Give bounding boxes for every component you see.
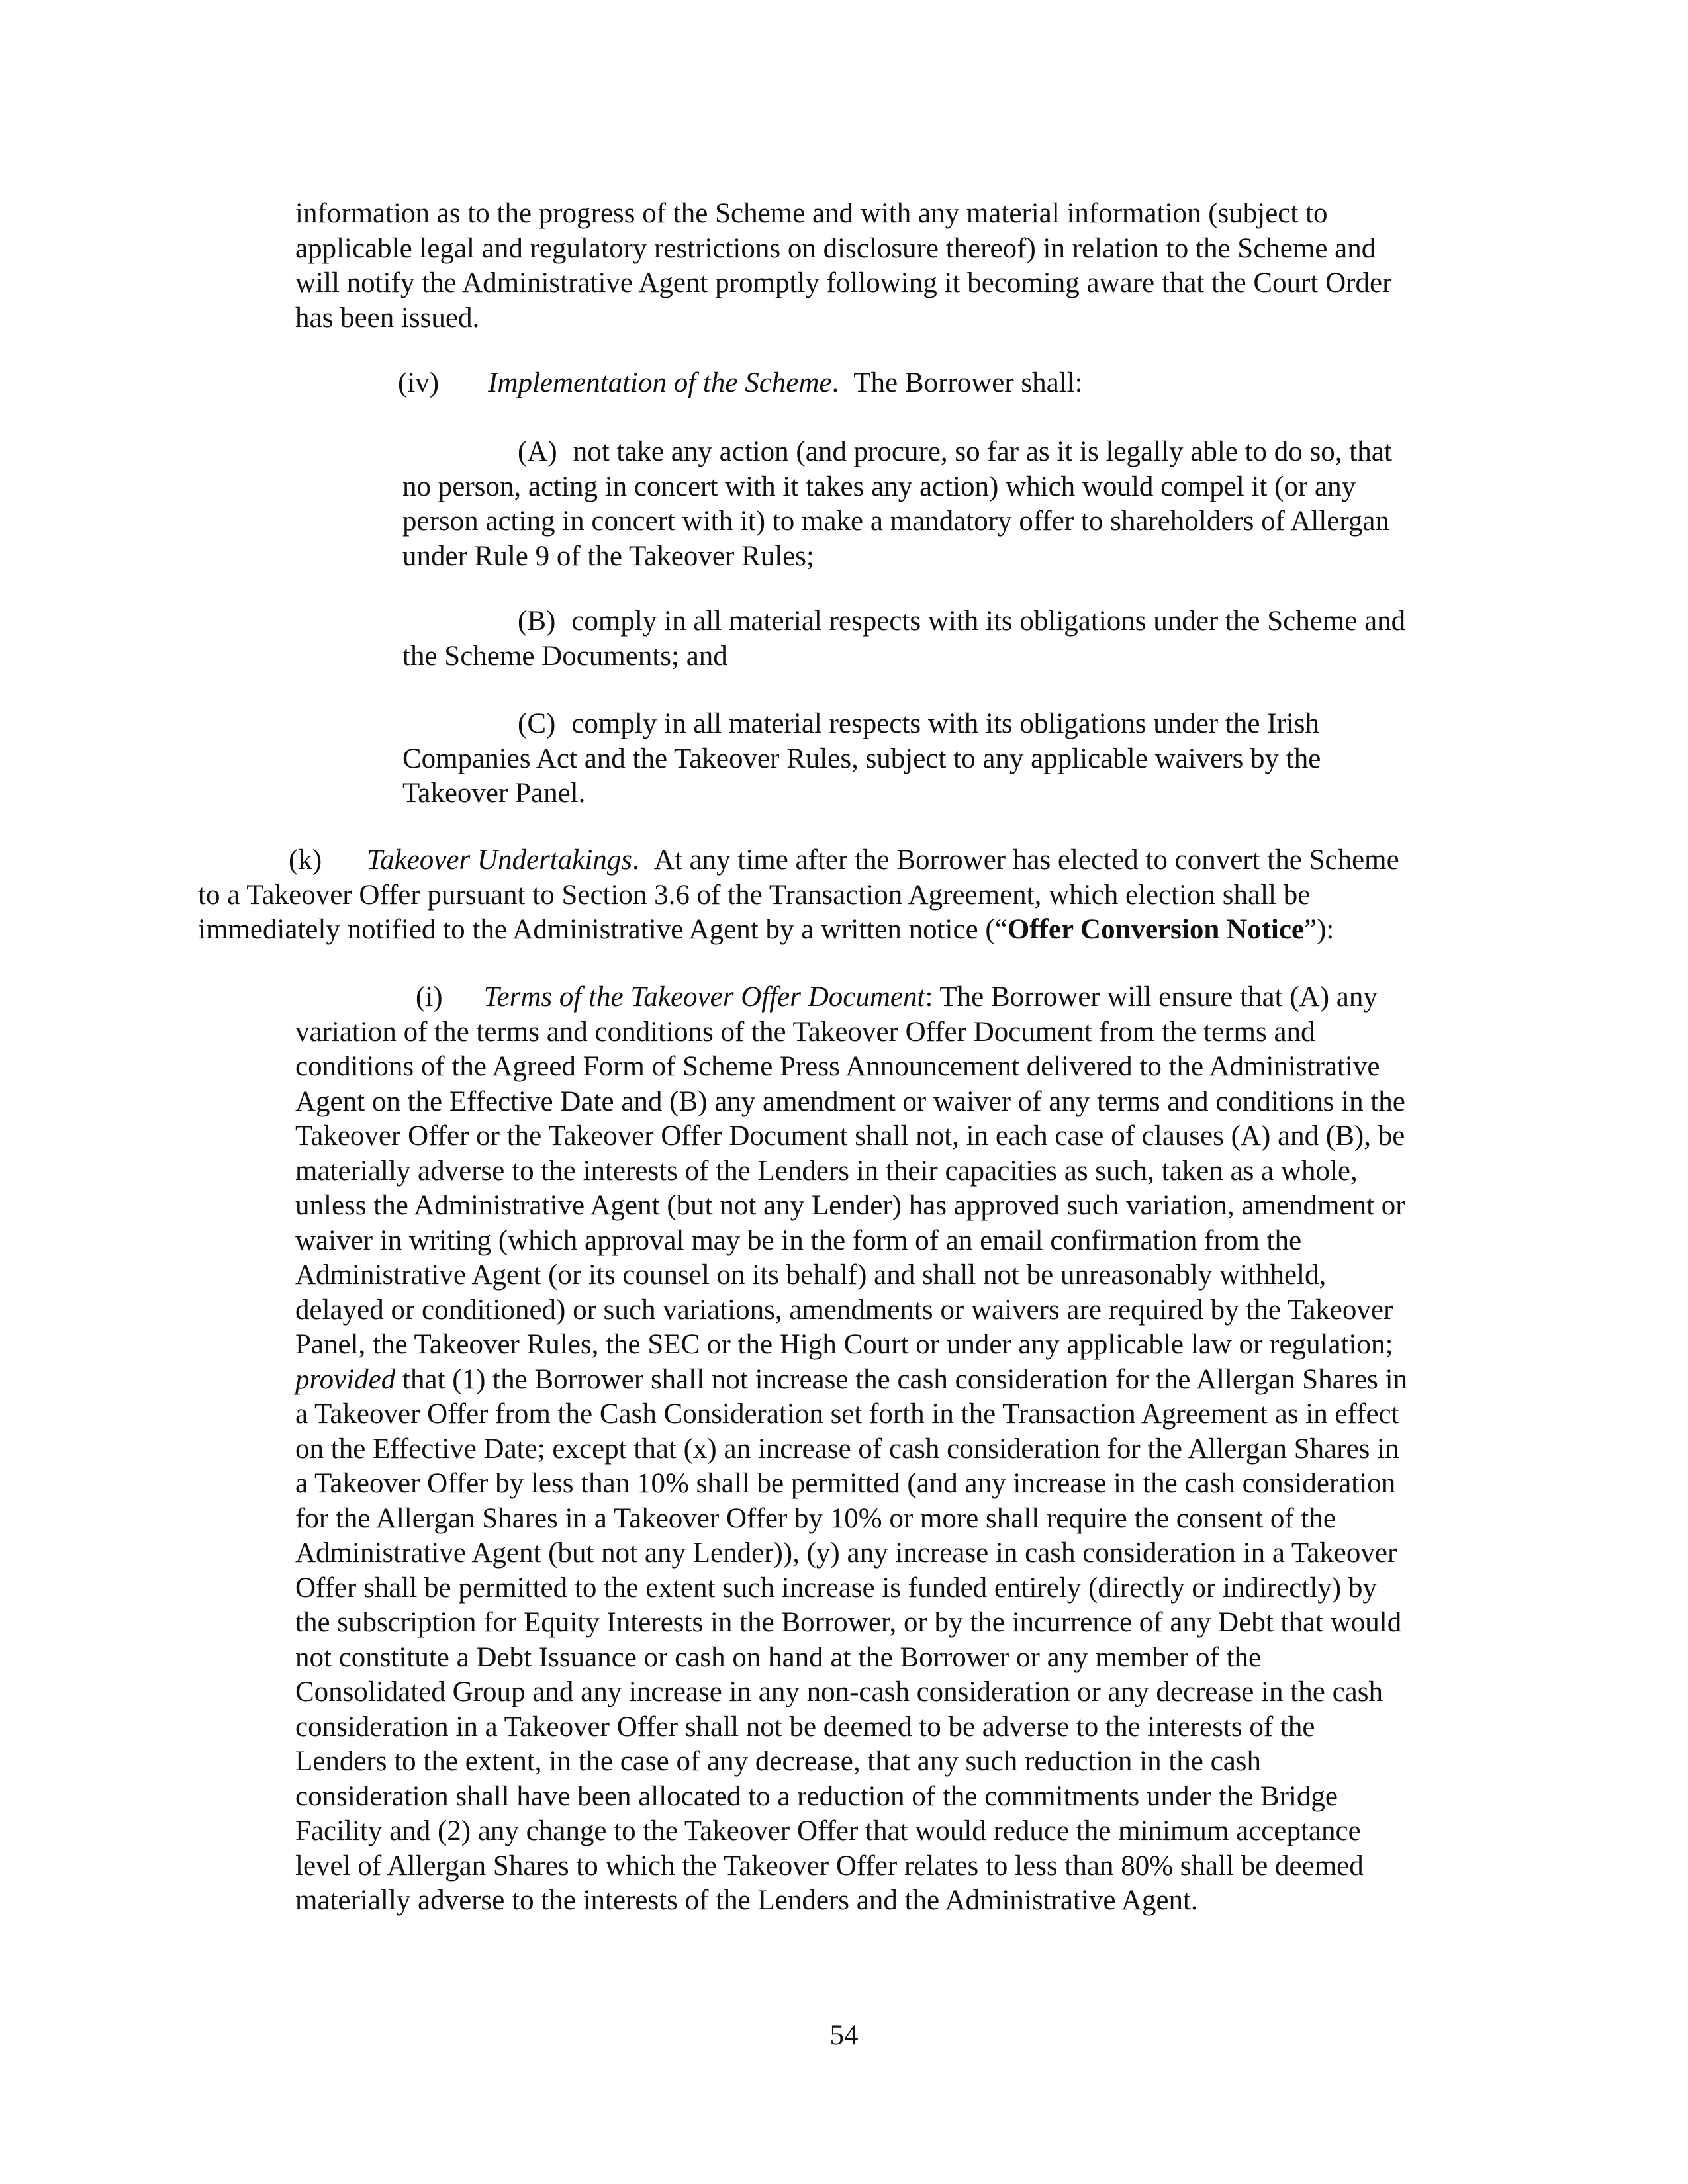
text-line: under Rule 9 of the Takeover Rules;	[402, 540, 814, 572]
intro-paragraph	[295, 197, 1391, 336]
text-segment: : The Borrower will ensure that (A) any	[925, 981, 1378, 1013]
text-line: person acting in concert with it) to make a mandatory offer to shareholders of Allergan	[402, 506, 1389, 537]
text-line: Administrative Agent (but not any Lender)), (y) any increase in cash consideration in a Takeover	[295, 1537, 1397, 1569]
section-k-heading-punct: .	[632, 844, 639, 876]
text-line: Agent on the Effective Date and (B) any amendment or waiver of any terms and conditions in the	[295, 1085, 1405, 1117]
section-k-first-line	[198, 843, 1399, 878]
clause-b	[402, 604, 1405, 674]
section-i-first-line	[295, 980, 1407, 1015]
section-k-third-line	[198, 913, 1399, 948]
section-k-heading: Takeover Undertakings	[367, 844, 633, 876]
text-line: Lenders to the extent, in the case of any decrease, that any such reduction in the cash	[295, 1746, 1262, 1777]
text-line: delayed or conditioned) or such variations, amendments or waivers are required by the Takeover	[295, 1294, 1393, 1326]
text-line: level of Allergan Shares to which the Takeover Offer relates to less than 80% shall be deemed	[295, 1850, 1364, 1882]
text-line: no person, acting in concert with it takes any action) which would compel it (or any	[402, 471, 1356, 502]
text-line: Takeover Offer or the Takeover Offer Document shall not, in each case of clauses (A) and (B), be	[295, 1120, 1405, 1152]
clause-b-first-line	[402, 604, 1405, 639]
section-i-label: (i)	[416, 981, 443, 1013]
text-line: At any time after the Borrower has elected to convert the Scheme	[653, 844, 1399, 876]
section-k-label: (k)	[289, 844, 322, 876]
text-line: materially adverse to the interests of the Lenders in their capacities as such, taken as a whole,	[295, 1155, 1358, 1187]
defined-term: Offer Conversion Notice	[1007, 914, 1305, 945]
text-line: Offer shall be permitted to the extent such increase is funded entirely (directly or indirectly) by	[295, 1572, 1377, 1604]
text-line: on the Effective Date; except that (x) an increase of cash consideration for the Allergan Shares in	[295, 1433, 1399, 1465]
text-line: to a Takeover Offer pursuant to Section 3.6 of the Transaction Agreement, which election shall be	[198, 879, 1311, 911]
text-line: unless the Administrative Agent (but not any Lender) has approved such variation, amendment or	[295, 1190, 1405, 1221]
clause-a-label: (A)	[518, 436, 557, 467]
section-k	[198, 843, 1399, 948]
section-iv-heading: Implementation of the Scheme	[488, 367, 832, 398]
text-line: a Takeover Offer from the Cash Consideration set forth in the Transaction Agreement as in effect	[295, 1398, 1399, 1430]
clause-b-label: (B)	[518, 606, 556, 637]
text-line: consideration in a Takeover Offer shall not be deemed to be adverse to the interests of the	[295, 1711, 1315, 1743]
provided-line	[295, 1363, 1407, 1398]
text-line: has been issued.	[295, 302, 480, 334]
text-line: conditions of the Agreed Form of Scheme Press Announcement delivered to the Administrative	[295, 1051, 1380, 1082]
text-line: information as to the progress of the Scheme and with any material information (subject to	[295, 198, 1328, 229]
text-segment: immediately notified to the Administrative Agent by a written notice (“	[198, 914, 1008, 945]
clause-a-first-line	[402, 435, 1392, 470]
clause-a	[402, 435, 1392, 574]
text-line: Administrative Agent (or its counsel on its behalf) and shall not be unreasonably withheld,	[295, 1259, 1327, 1291]
section-iv-label: (iv)	[398, 367, 440, 398]
page-number: 54	[829, 2020, 859, 2051]
section-iv-heading-punct: .	[831, 367, 839, 398]
section-iv	[398, 366, 1083, 401]
section-i	[295, 980, 1407, 1919]
text-segment: that (1) the Borrower shall not increase the cash consideration for the Allergan Shares in	[395, 1363, 1408, 1395]
text-line: Panel, the Takeover Rules, the SEC or the High Court or under any applicable law or regulation;	[295, 1329, 1393, 1360]
section-iv-line	[398, 366, 1083, 401]
text-line: will notify the Administrative Agent promptly following it becoming aware that the Court Order	[295, 267, 1392, 298]
text-line: variation of the terms and conditions of the Takeover Offer Document from the terms and	[295, 1016, 1315, 1048]
section-i-heading: Terms of the Takeover Offer Document	[483, 981, 925, 1013]
text-line: applicable legal and regulatory restrictions on disclosure thereof) in relation to the Scheme and	[295, 232, 1376, 264]
text-line: Companies Act and the Takeover Rules, subject to any applicable waivers by the	[402, 743, 1321, 774]
text-line: Takeover Panel.	[402, 778, 586, 809]
text-line: comply in all material respects with its obligations under the Scheme and	[571, 606, 1406, 637]
text-segment: ”):	[1304, 914, 1335, 945]
text-line: Facility and (2) any change to the Takeover Offer that would reduce the minimum acceptance	[295, 1815, 1361, 1846]
text-line: comply in all material respects with its obligations under the Irish	[571, 708, 1320, 739]
text-line: not constitute a Debt Issuance or cash on hand at the Borrower or any member of the	[295, 1641, 1262, 1673]
text-line: the Scheme Documents; and	[402, 640, 727, 672]
clause-c	[402, 707, 1321, 811]
clause-c-label: (C)	[518, 708, 556, 739]
clause-c-first-line	[402, 707, 1321, 742]
text-line: consideration shall have been allocated to a reduction of the commitments under the Bridge	[295, 1780, 1338, 1812]
section-iv-text: The Borrower shall:	[853, 367, 1083, 398]
text-line: not take any action (and procure, so far as it is legally able to do so, that	[573, 436, 1392, 467]
text-line: waiver in writing (which approval may be in the form of an email confirmation from the	[295, 1224, 1302, 1256]
text-line: the subscription for Equity Interests in the Borrower, or by the incurrence of any Debt that would	[295, 1607, 1402, 1638]
text-line: Consolidated Group and any increase in any non-cash consideration or any decrease in the cash	[295, 1676, 1383, 1707]
text-line: a Takeover Offer by less than 10% shall be permitted (and any increase in the cash consideration	[295, 1468, 1396, 1499]
provided-term: provided	[295, 1363, 396, 1395]
text-line: for the Allergan Shares in a Takeover Offer by 10% or more shall require the consent of the	[295, 1502, 1336, 1534]
text-line: materially adverse to the interests of the Lenders and the Administrative Agent.	[295, 1885, 1198, 1916]
